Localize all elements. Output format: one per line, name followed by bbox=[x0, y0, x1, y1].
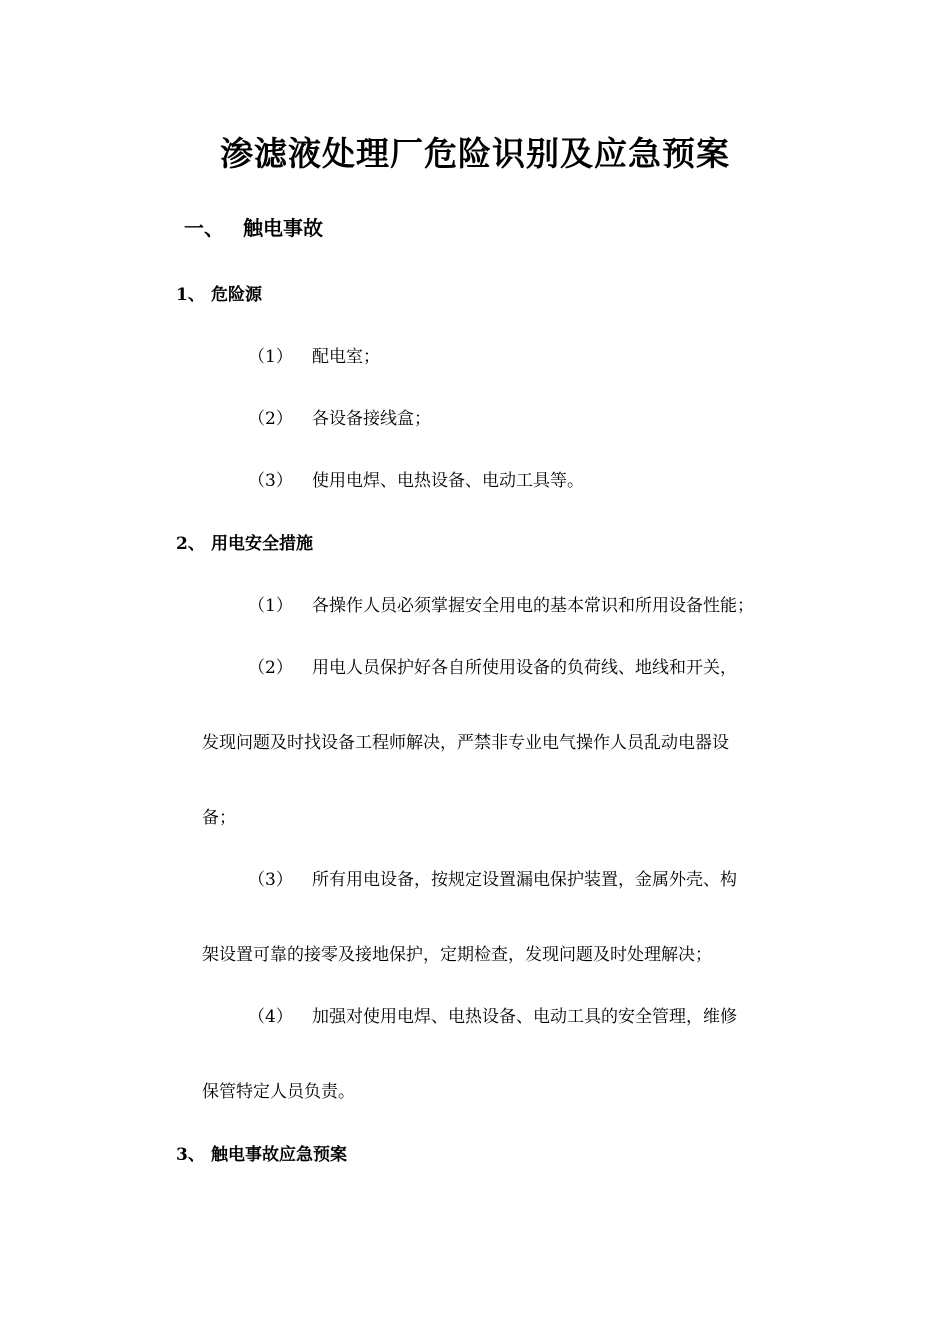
subsection-heading: 用电安全措施 bbox=[211, 534, 313, 554]
list-item-text-continued: 保管特定人员负责。 bbox=[202, 1082, 355, 1102]
subsection-number: 2、 bbox=[176, 534, 205, 554]
list-item-text: 用电人员保护好各自所使用设备的负荷线、地线和开关， bbox=[312, 658, 737, 678]
document-title: 渗滤液处理厂危险识别及应急预案 bbox=[220, 134, 730, 173]
list-item-number: （3） bbox=[248, 870, 293, 890]
list-item-number: （4） bbox=[248, 1007, 293, 1027]
list-item-text: 各操作人员必须掌握安全用电的基本常识和所用设备性能； bbox=[312, 596, 754, 616]
list-item-text: 所有用电设备，按规定设置漏电保护装置，金属外壳、构 bbox=[312, 870, 737, 890]
list-item-text: 使用电焊、电热设备、电动工具等。 bbox=[312, 471, 584, 491]
list-item-number: （1） bbox=[248, 347, 293, 367]
section-heading: 触电事故 bbox=[243, 216, 323, 240]
list-item-number: （2） bbox=[248, 658, 293, 678]
subsection-number: 1、 bbox=[176, 285, 205, 305]
list-item-text: 加强对使用电焊、电热设备、电动工具的安全管理，维修 bbox=[312, 1007, 737, 1027]
list-item-number: （1） bbox=[248, 596, 293, 616]
subsection-number: 3、 bbox=[176, 1145, 205, 1165]
list-item-text-continued: 架设置可靠的接零及接地保护，定期检查，发现问题及时处理解决； bbox=[202, 945, 712, 965]
list-item-text-continued: 发现问题及时找设备工程师解决，严禁非专业电气操作人员乱动电器设 bbox=[202, 733, 729, 753]
list-item-text-continued: 备； bbox=[202, 808, 236, 828]
subsection-heading: 触电事故应急预案 bbox=[211, 1145, 347, 1165]
subsection-heading: 危险源 bbox=[211, 285, 262, 305]
list-item-number: （3） bbox=[248, 471, 293, 491]
list-item-text: 各设备接线盒； bbox=[312, 409, 431, 429]
list-item-text: 配电室； bbox=[312, 347, 380, 367]
list-item-number: （2） bbox=[248, 409, 293, 429]
section-number: 一、 bbox=[184, 216, 224, 240]
